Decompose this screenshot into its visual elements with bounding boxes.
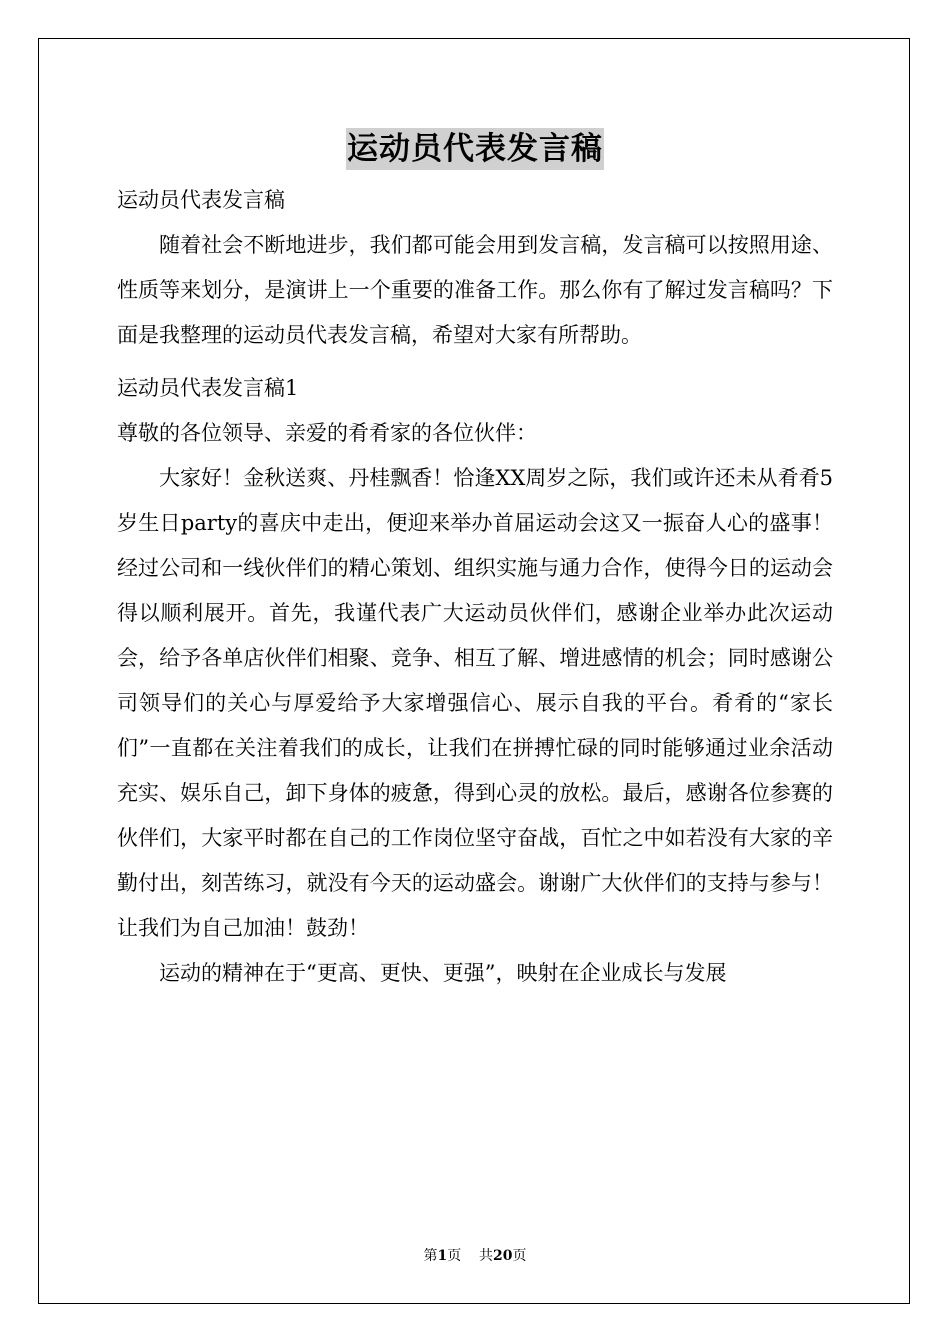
paragraph-salutation: 尊敬的各位领导、亲爱的肴肴家的各位伙伴： bbox=[117, 421, 537, 445]
paragraph-subtitle: 运动员代表发言稿 bbox=[117, 188, 285, 212]
paragraph-intro: 随着社会不断地进步，我们都可能会用到发言稿，发言稿可以按照用途、性质等来划分，是演讲上一个重要的准备工作。那么你有了解过发言稿吗？下面是我整理的运动员代表发言稿，希望对大家有所帮助。 bbox=[117, 233, 833, 347]
paragraph-heading-1: 运动员代表发言稿1 bbox=[117, 376, 299, 400]
footer-total-suffix: 页 bbox=[512, 1248, 527, 1264]
document-title: 运动员代表发言稿 bbox=[346, 128, 604, 170]
document-body bbox=[117, 178, 833, 996]
paragraph-speech-main: 大家好！金秋送爽、丹桂飘香！恰逢XX周岁之际，我们或许还未从肴肴5岁生日party的喜庆中走出，便迎来举办首届运动会这又一振奋人心的盛事！经过公司和一线伙伴们的精心策划、组织实施与通力合作，使得今日的运动会得以顺利展开。首先，我谨代表广大运动员伙伴们，感谢企业举办此次运动会，给予各单店伙伴们相聚、竞争、相互了解、增进感情的机会；同时感谢公司领导们的关心与厚爱给予大家增强信心、展示自我的平台。肴肴的“家长们”一直都在关注着我们的成长，让我们在拼搏忙碌的同时能够通过业余活动充实、娱乐自己，卸下身体的疲惫，得到心灵的放松。最后，感谢各位参赛的伙伴们，大家平时都在自己的工作岗位坚守奋战，百忙之中如若没有大家的辛勤付出，刻苦练习，就没有今天的运动盛会。谢谢广大伙伴们的支持与参与！让我们为自己加油！鼓劲！ bbox=[117, 466, 833, 940]
page-footer bbox=[0, 1246, 950, 1266]
footer-page-suffix: 页 bbox=[447, 1248, 462, 1264]
footer-page-prefix: 第 bbox=[423, 1248, 438, 1264]
footer-total-pages: 20 bbox=[493, 1248, 513, 1264]
title-wrapper bbox=[0, 128, 950, 170]
footer-page-number: 1 bbox=[437, 1248, 448, 1264]
footer-total-prefix: 共 bbox=[479, 1248, 494, 1264]
paragraph-speech-continued: 运动的精神在于“更高、更快、更强”，映射在企业成长与发展 bbox=[159, 961, 727, 985]
